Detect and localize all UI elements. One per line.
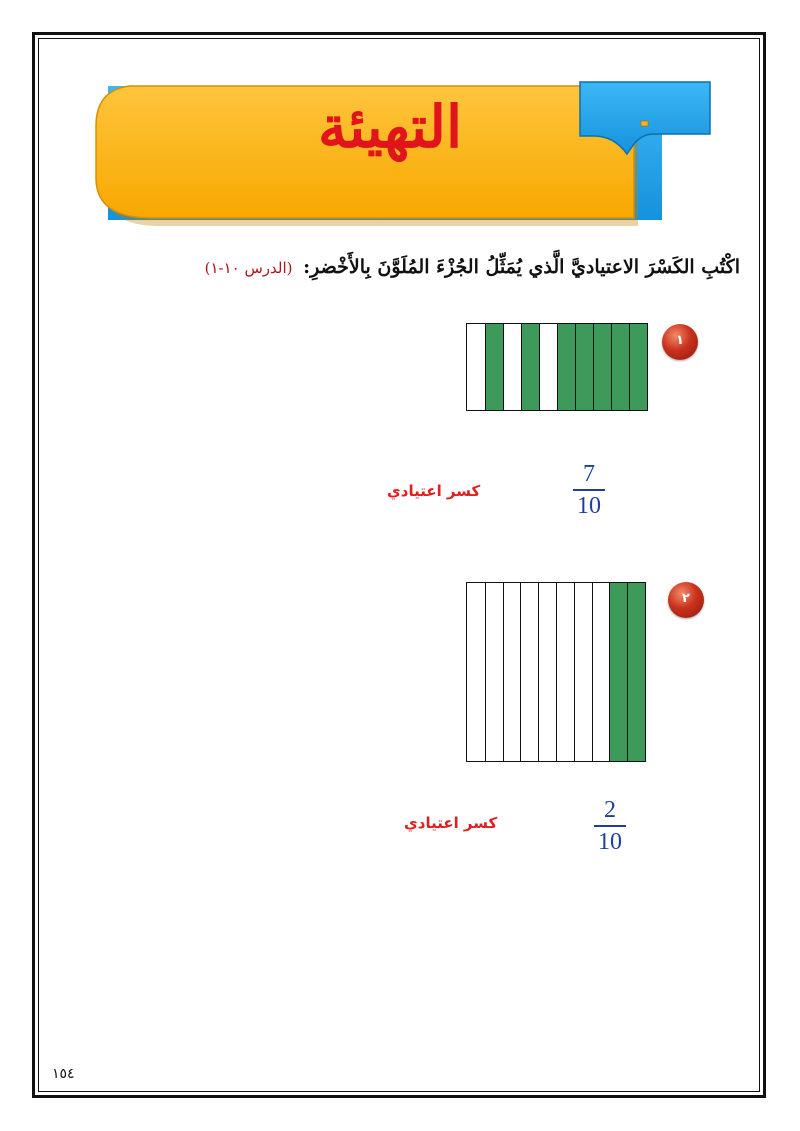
fraction-denominator: 10	[598, 828, 622, 855]
strip-cell-shaded	[521, 324, 539, 410]
strip-cell-shaded	[557, 324, 575, 410]
strip-cell-empty	[520, 583, 538, 761]
strip-cell-empty	[503, 324, 521, 410]
page-number: ١٥٤	[52, 1066, 75, 1082]
fraction-answer	[590, 798, 630, 854]
strip-cell-empty	[592, 583, 610, 761]
strip-cell-shaded	[627, 583, 645, 761]
fraction-strip	[466, 582, 646, 762]
exercise-number-badge	[668, 582, 704, 618]
instruction-text	[60, 256, 740, 278]
fraction-denominator: 10	[577, 492, 601, 519]
strip-cell-shaded	[593, 324, 611, 410]
instruction-main: اكْتُبِ الكَسْرَ الاعتياديَّ الَّذي يُمَثِّلُ الجُزْءَ المُلَوَّنَ بِالأَخْضرِ:	[303, 256, 740, 278]
fraction-numerator: 2	[604, 797, 616, 823]
exercise-number: ٢	[682, 591, 690, 606]
strip-cell-empty	[574, 583, 592, 761]
strip-cell-empty	[485, 583, 503, 761]
strip-cell-empty	[467, 324, 485, 410]
strip-cell-empty	[538, 583, 556, 761]
fraction-answer	[569, 462, 609, 518]
lesson-reference: (الدرس ١٠-١)	[204, 259, 293, 277]
exercise-number-badge	[662, 324, 698, 360]
strip-cell-shaded	[611, 324, 629, 410]
fraction-numerator: 7	[583, 461, 595, 487]
answer-label: كسر اعتيادي	[387, 482, 481, 500]
fraction-bar	[594, 825, 626, 827]
fraction-bar	[573, 489, 605, 491]
strip-cell-shaded	[629, 324, 647, 410]
exercise-number: ١	[676, 333, 684, 348]
strip-cell-empty	[556, 583, 574, 761]
strip-cell-shaded	[575, 324, 593, 410]
strip-cell-shaded	[609, 583, 627, 761]
fraction-strip	[466, 323, 648, 411]
page-title: التهيئة	[317, 93, 463, 161]
strip-cell-empty	[467, 583, 485, 761]
strip-cell-empty	[503, 583, 521, 761]
strip-cell-shaded	[485, 324, 503, 410]
answer-label: كسر اعتيادي	[404, 814, 498, 832]
strip-cell-empty	[539, 324, 557, 410]
